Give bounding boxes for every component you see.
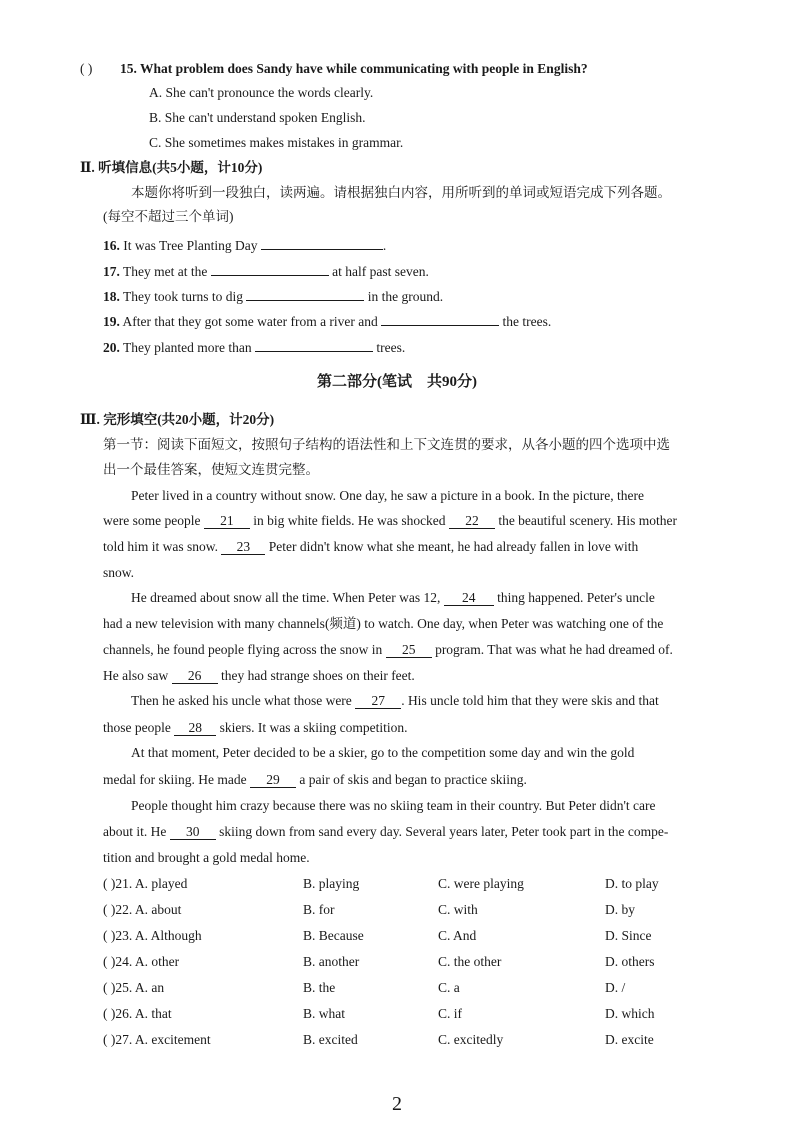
passage-line: those people 28 skiers. It was a skiing competition. — [103, 720, 408, 735]
cloze-blank-28: 28 — [174, 720, 216, 736]
answer-blank-20[interactable] — [255, 336, 373, 352]
passage-line: were some people 21 in big white fields. He was shocked 22 the beautiful scenery. His mother — [103, 513, 678, 528]
answer-blank-18[interactable] — [246, 285, 364, 301]
answer-blank-19[interactable] — [381, 310, 499, 326]
cloze-blank-29: 29 — [250, 772, 296, 788]
passage-line: medal for skiing. He made 29 a pair of skis and began to practice skiing. — [103, 772, 527, 787]
choice-question-27: ( )27. A. excitement B. excited C. excitedly D. excite — [103, 1032, 654, 1047]
section-2-instruction: 本题你将听到一段独白，读两遍。请根据独白内容，用所听到的单词或短语完成下列各题。 — [131, 185, 671, 200]
cloze-blank-27: 27 — [355, 693, 401, 709]
answer-blank-16[interactable] — [261, 234, 383, 250]
answer-paren: ( ) — [80, 61, 93, 76]
passage-line: told him it was snow. 23 Peter didn't know what she meant, he had already fallen in love with — [103, 539, 639, 554]
q15-option-b: B. She can't understand spoken English. — [149, 110, 366, 125]
fill-item-16: 16. It was Tree Planting Day . — [103, 234, 386, 255]
passage-line: snow. — [103, 565, 135, 580]
cloze-blank-21: 21 — [204, 513, 250, 529]
cloze-blank-24: 24 — [444, 590, 494, 606]
section-2-heading: Ⅱ. 听填信息(共5小题，计10分) — [80, 160, 263, 175]
choice-question-25: ( )25. A. an B. the C. a D. / — [103, 980, 626, 995]
passage-line: about it. He 30 skiing down from sand every day. Several years later, Peter took part in the compe- — [103, 824, 669, 839]
passage-line: channels, he found people flying across the snow in 25 program. That was what he had dreamed of. — [103, 642, 673, 657]
choice-question-26: ( )26. A. that B. what C. if D. which — [103, 1006, 655, 1021]
answer-blank-17[interactable] — [211, 260, 329, 276]
part-2-title: 第二部分(笔试 共90分) — [317, 374, 477, 390]
choice-question-21: ( )21. A. played B. playing C. were playing D. to play — [103, 876, 659, 891]
fill-item-18: 18. They took turns to dig in the ground. — [103, 285, 443, 306]
passage-line: tition and brought a gold medal home. — [103, 850, 310, 865]
fill-item-20: 20. They planted more than trees. — [103, 336, 405, 357]
passage-line: He also saw 26 they had strange shoes on their feet. — [103, 668, 415, 683]
passage-line: had a new television with many channels(频道) to watch. One day, when Peter was watching one of the — [103, 616, 664, 631]
cloze-blank-26: 26 — [172, 668, 218, 684]
passage-line: Peter lived in a country without snow. One day, he saw a picture in a book. In the picture, there — [131, 488, 644, 503]
cloze-blank-30: 30 — [170, 824, 216, 840]
section-3-heading: Ⅲ. 完形填空(共20小题，计20分) — [80, 412, 275, 427]
fill-item-19: 19. After that they got some water from a river and the trees. — [103, 310, 551, 331]
question-15 — [80, 60, 588, 78]
q15-option-a: A. She can't pronounce the words clearly. — [149, 85, 374, 100]
passage-line: Then he asked his uncle what those were 27 . His uncle told him that they were skis and that — [131, 693, 659, 708]
choice-question-23: ( )23. A. Although B. Because C. And D. Since — [103, 928, 652, 943]
page-number: 2 — [392, 1093, 402, 1115]
choice-question-24: ( )24. A. other B. another C. the other D. others — [103, 954, 655, 969]
section-2-instruction-note: (每空不超过三个单词) — [103, 209, 234, 224]
choice-question-22: ( )22. A. about B. for C. with D. by — [103, 902, 635, 917]
cloze-blank-25: 25 — [386, 642, 432, 658]
cloze-blank-23: 23 — [221, 539, 265, 555]
question-15-stem: 15. What problem does Sandy have while communicating with people in English? — [120, 61, 588, 76]
section-3-instruction-cont: 出一个最佳答案，使短文连贯完整。 — [103, 462, 319, 477]
passage-line: At that moment, Peter decided to be a skier, go to the competition some day and win the gold — [131, 745, 635, 760]
passage-line: He dreamed about snow all the time. When Peter was 12, 24 thing happened. Peter's uncle — [131, 590, 655, 605]
q15-option-c: C. She sometimes makes mistakes in grammar. — [149, 135, 404, 150]
section-3-instruction: 第一节：阅读下面短文，按照句子结构的语法性和上下文连贯的要求，从各小题的四个选项中选 — [103, 437, 670, 452]
passage-line: People thought him crazy because there was no skiing team in their country. But Peter didn't care — [131, 798, 656, 813]
fill-item-17: 17. They met at the at half past seven. — [103, 260, 429, 281]
cloze-blank-22: 22 — [449, 513, 495, 529]
